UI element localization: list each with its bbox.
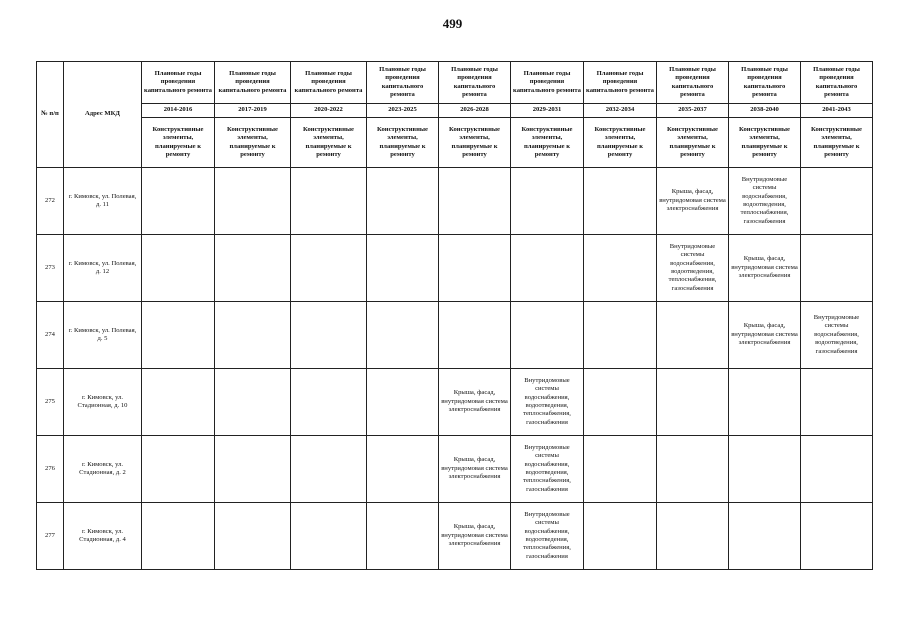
row-number: 274 bbox=[37, 302, 64, 369]
header-planned-years: Плановые годы проведения капитального ремонта bbox=[142, 62, 215, 104]
header-elements: Конструктивные элементы, планируемые к ремонту bbox=[584, 118, 657, 168]
repair-cell-2026-2028 bbox=[439, 235, 511, 302]
repair-cell-2038-2040: Внутридомовые системы водоснабжения, водоотведения, теплоснабжения, газоснабжения bbox=[729, 168, 801, 235]
header-period: 2035-2037 bbox=[657, 104, 729, 118]
repair-cell-2020-2022 bbox=[291, 168, 367, 235]
repair-cell-2032-2034 bbox=[584, 168, 657, 235]
header-period: 2032-2034 bbox=[584, 104, 657, 118]
header-elements: Конструктивные элементы, планируемые к ремонту bbox=[291, 118, 367, 168]
repair-cell-2023-2025 bbox=[367, 503, 439, 570]
header-period: 2020-2022 bbox=[291, 104, 367, 118]
header-planned-years: Плановые годы проведения капитального ремонта bbox=[801, 62, 873, 104]
row-number: 275 bbox=[37, 369, 64, 436]
repair-cell-2014-2016 bbox=[142, 369, 215, 436]
row-address: г. Кимовск, ул. Полевая, д. 12 bbox=[64, 235, 142, 302]
header-planned-years: Плановые годы проведения капитального ремонта bbox=[511, 62, 584, 104]
row-address: г. Кимовск, ул. Стадионная, д. 2 bbox=[64, 436, 142, 503]
repair-cell-2017-2019 bbox=[215, 235, 291, 302]
repair-cell-2032-2034 bbox=[584, 302, 657, 369]
repair-cell-2020-2022 bbox=[291, 235, 367, 302]
repair-cell-2038-2040: Крыша, фасад, внутридомовая система электроснабжения bbox=[729, 235, 801, 302]
repair-cell-2026-2028: Крыша, фасад, внутридомовая система электроснабжения bbox=[439, 369, 511, 436]
repair-cell-2023-2025 bbox=[367, 369, 439, 436]
repair-cell-2038-2040 bbox=[729, 369, 801, 436]
repair-cell-2026-2028: Крыша, фасад, внутридомовая система электроснабжения bbox=[439, 436, 511, 503]
repair-cell-2026-2028 bbox=[439, 168, 511, 235]
header-elements: Конструктивные элементы, планируемые к ремонту bbox=[657, 118, 729, 168]
repair-cell-2032-2034 bbox=[584, 369, 657, 436]
header-period: 2029-2031 bbox=[511, 104, 584, 118]
repair-cell-2020-2022 bbox=[291, 436, 367, 503]
repair-cell-2029-2031 bbox=[511, 168, 584, 235]
repair-cell-2041-2043 bbox=[801, 369, 873, 436]
repair-cell-2041-2043 bbox=[801, 503, 873, 570]
row-address: г. Кимовск, ул. Полевая, д. 5 bbox=[64, 302, 142, 369]
repair-cell-2017-2019 bbox=[215, 503, 291, 570]
repair-cell-2032-2034 bbox=[584, 235, 657, 302]
page-number: 499 bbox=[442, 16, 463, 31]
row-number: 277 bbox=[37, 503, 64, 570]
header-elements: Конструктивные элементы, планируемые к ремонту bbox=[142, 118, 215, 168]
repair-cell-2032-2034 bbox=[584, 503, 657, 570]
repair-cell-2014-2016 bbox=[142, 503, 215, 570]
repair-cell-2026-2028 bbox=[439, 302, 511, 369]
repair-cell-2035-2037 bbox=[657, 503, 729, 570]
repair-cell-2026-2028: Крыша, фасад, внутридомовая система электроснабжения bbox=[439, 503, 511, 570]
repair-cell-2020-2022 bbox=[291, 369, 367, 436]
table-row bbox=[37, 436, 873, 503]
repair-cell-2017-2019 bbox=[215, 369, 291, 436]
repair-cell-2017-2019 bbox=[215, 168, 291, 235]
row-address: г. Кимовск, ул. Стадионная, д. 4 bbox=[64, 503, 142, 570]
repair-cell-2014-2016 bbox=[142, 235, 215, 302]
repair-cell-2029-2031: Внутридомовые системы водоснабжения, водоотведения, теплоснабжения, газоснабжения bbox=[511, 369, 584, 436]
header-planned-years: Плановые годы проведения капитального ремонта bbox=[729, 62, 801, 104]
repair-cell-2035-2037: Внутридомовые системы водоснабжения, водоотведения, теплоснабжения, газоснабжения bbox=[657, 235, 729, 302]
header-number: № п/п bbox=[37, 62, 64, 168]
table-row bbox=[37, 302, 873, 369]
header-elements: Конструктивные элементы, планируемые к ремонту bbox=[729, 118, 801, 168]
repair-cell-2020-2022 bbox=[291, 503, 367, 570]
repair-cell-2041-2043 bbox=[801, 235, 873, 302]
header-period: 2014-2016 bbox=[142, 104, 215, 118]
repair-cell-2041-2043: Внутридомовые системы водоснабжения, водоотведения, газоснабжения bbox=[801, 302, 873, 369]
repair-cell-2023-2025 bbox=[367, 302, 439, 369]
repair-cell-2035-2037: Крыша, фасад, внутридомовая система электроснабжения bbox=[657, 168, 729, 235]
row-number: 272 bbox=[37, 168, 64, 235]
header-planned-years: Плановые годы проведения капитального ремонта bbox=[291, 62, 367, 104]
row-number: 273 bbox=[37, 235, 64, 302]
repair-cell-2029-2031: Внутридомовые системы водоснабжения, водоотведения, теплоснабжения, газоснабжения bbox=[511, 436, 584, 503]
repair-cell-2017-2019 bbox=[215, 302, 291, 369]
header-elements: Конструктивные элементы, планируемые к ремонту bbox=[215, 118, 291, 168]
repair-cell-2029-2031 bbox=[511, 235, 584, 302]
repair-cell-2035-2037 bbox=[657, 436, 729, 503]
capital-repair-plan-table bbox=[36, 61, 873, 570]
repair-cell-2020-2022 bbox=[291, 302, 367, 369]
header-planned-years: Плановые годы проведения капитального ремонта bbox=[584, 62, 657, 104]
header-elements: Конструктивные элементы, планируемые к ремонту bbox=[439, 118, 511, 168]
header-planned-years: Плановые годы проведения капитального ремонта bbox=[439, 62, 511, 104]
header-planned-years: Плановые годы проведения капитального ремонта bbox=[367, 62, 439, 104]
repair-cell-2023-2025 bbox=[367, 168, 439, 235]
header-period: 2017-2019 bbox=[215, 104, 291, 118]
repair-cell-2038-2040: Крыша, фасад, внутридомовая система электроснабжения bbox=[729, 302, 801, 369]
header-period: 2026-2028 bbox=[439, 104, 511, 118]
repair-cell-2017-2019 bbox=[215, 436, 291, 503]
table-row bbox=[37, 235, 873, 302]
repair-cell-2014-2016 bbox=[142, 168, 215, 235]
repair-cell-2014-2016 bbox=[142, 436, 215, 503]
row-number: 276 bbox=[37, 436, 64, 503]
repair-cell-2032-2034 bbox=[584, 436, 657, 503]
repair-cell-2035-2037 bbox=[657, 369, 729, 436]
repair-cell-2023-2025 bbox=[367, 436, 439, 503]
table-row bbox=[37, 369, 873, 436]
header-planned-years: Плановые годы проведения капитального ремонта bbox=[657, 62, 729, 104]
repair-cell-2041-2043 bbox=[801, 436, 873, 503]
repair-cell-2029-2031: Внутридомовые системы водоснабжения, водоотведения, теплоснабжения, газоснабжения bbox=[511, 503, 584, 570]
repair-cell-2035-2037 bbox=[657, 302, 729, 369]
header-address: Адрес МКД bbox=[64, 62, 142, 168]
table-row bbox=[37, 503, 873, 570]
row-address: г. Кимовск, ул. Полевая, д. 11 bbox=[64, 168, 142, 235]
header-period: 2041-2043 bbox=[801, 104, 873, 118]
header-period: 2038-2040 bbox=[729, 104, 801, 118]
repair-cell-2014-2016 bbox=[142, 302, 215, 369]
header-planned-years: Плановые годы проведения капитального ремонта bbox=[215, 62, 291, 104]
header-elements: Конструктивные элементы, планируемые к ремонту bbox=[511, 118, 584, 168]
repair-cell-2038-2040 bbox=[729, 503, 801, 570]
repair-cell-2029-2031 bbox=[511, 302, 584, 369]
table-row bbox=[37, 168, 873, 235]
header-period: 2023-2025 bbox=[367, 104, 439, 118]
row-address: г. Кимовск, ул. Стадионная, д. 10 bbox=[64, 369, 142, 436]
repair-cell-2023-2025 bbox=[367, 235, 439, 302]
header-elements: Конструктивные элементы, планируемые к ремонту bbox=[801, 118, 873, 168]
repair-cell-2038-2040 bbox=[729, 436, 801, 503]
repair-cell-2041-2043 bbox=[801, 168, 873, 235]
header-elements: Конструктивные элементы, планируемые к ремонту bbox=[367, 118, 439, 168]
